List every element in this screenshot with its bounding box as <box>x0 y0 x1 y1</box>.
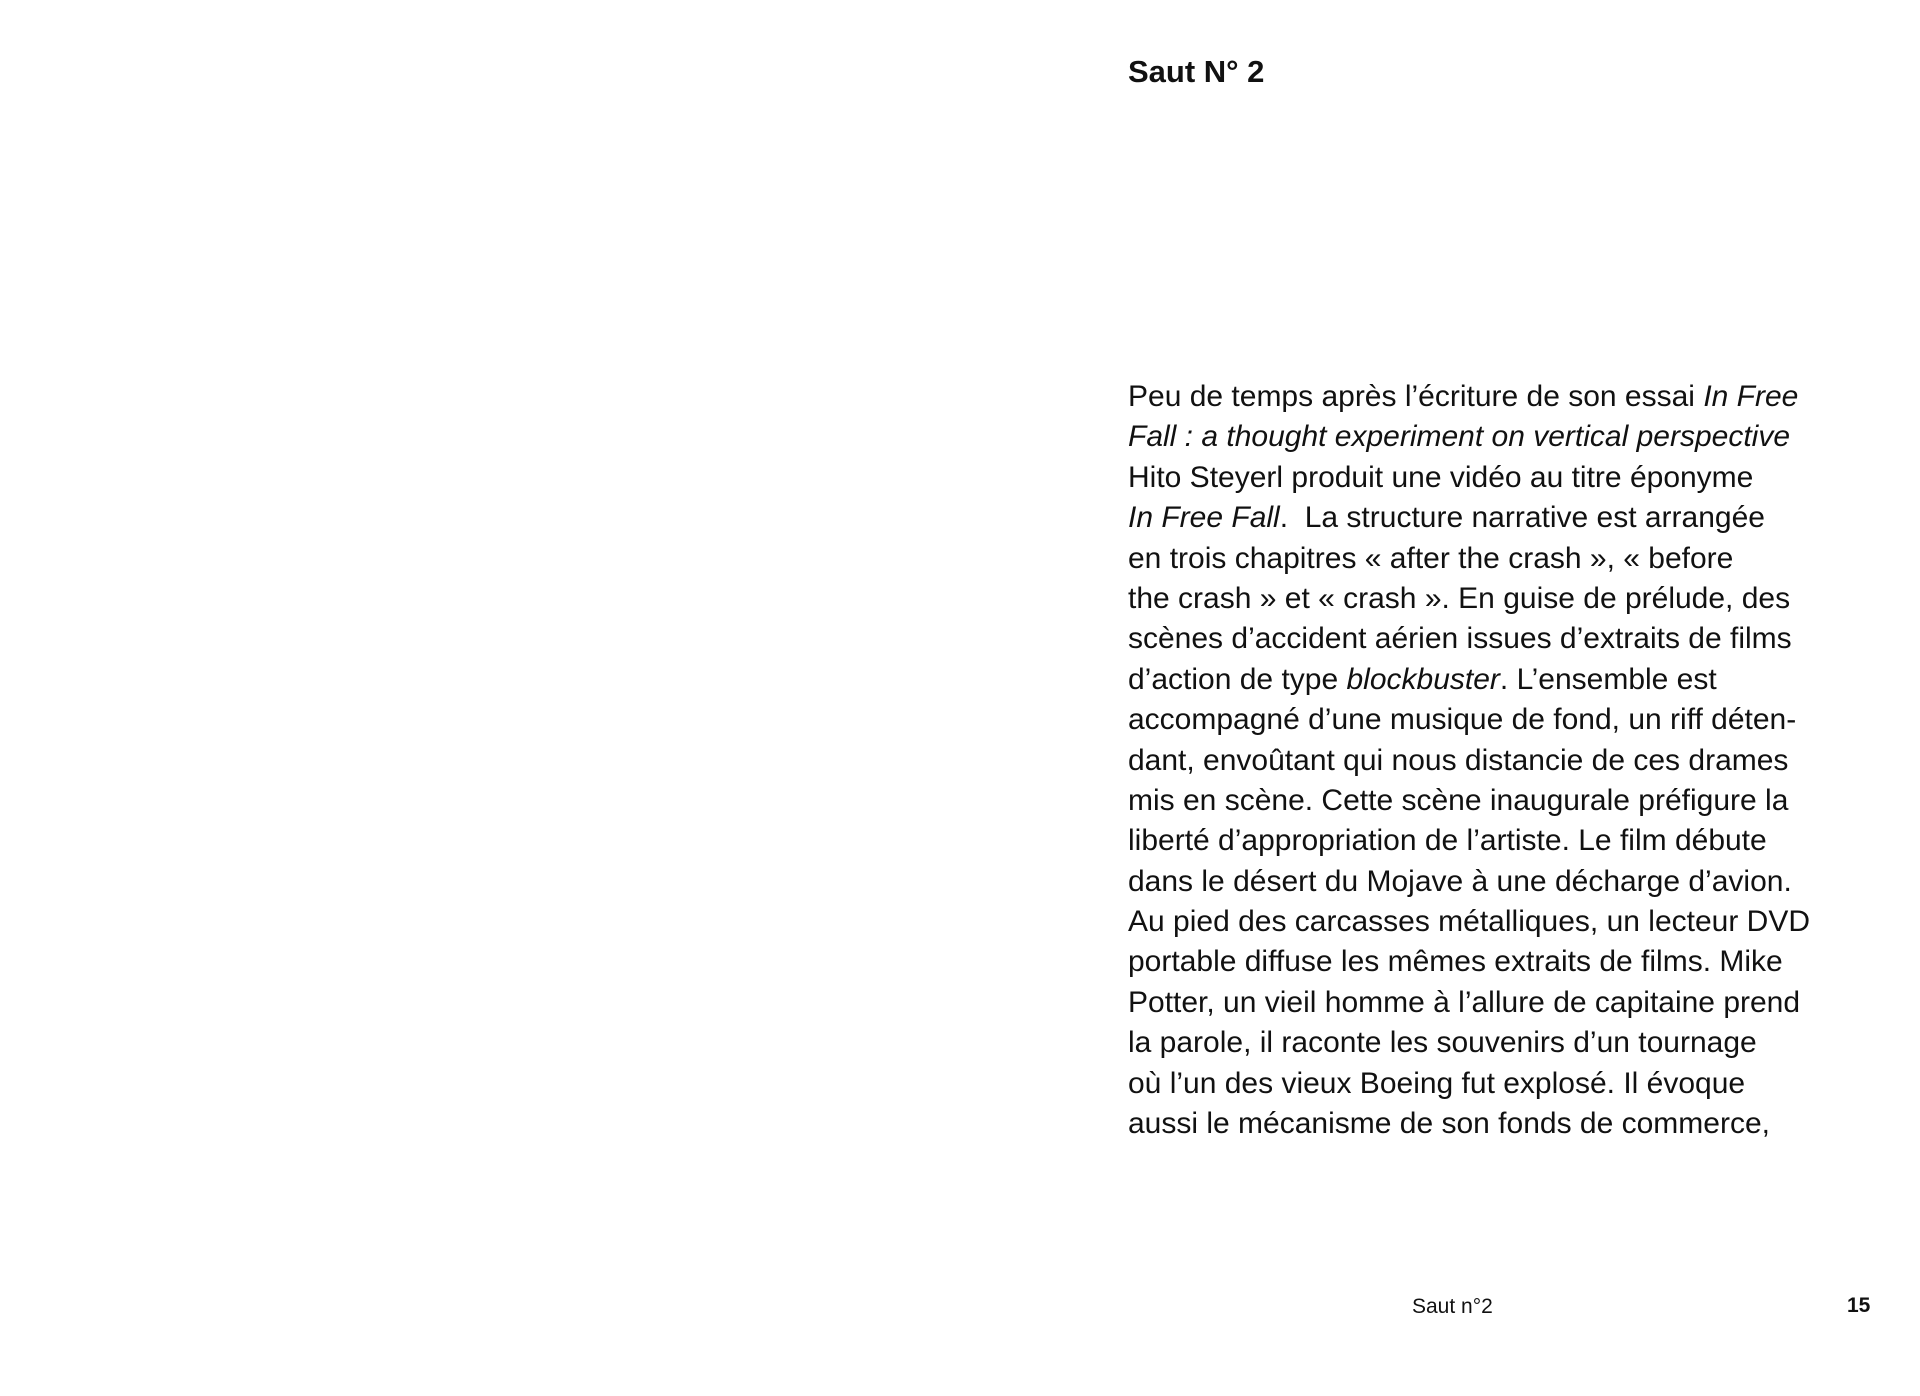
text-line <box>1128 821 1898 861</box>
italic-title-text: In Free Fall <box>1128 501 1280 535</box>
text-line <box>1128 619 1898 659</box>
text-segment: en trois chapitres « after the crash », « before <box>1128 541 1734 575</box>
body-paragraph <box>1128 377 1898 1144</box>
text-segment: la parole, il raconte les souvenirs d’un tournage <box>1128 1026 1757 1060</box>
text-line <box>1128 700 1898 740</box>
text-line <box>1128 1104 1898 1144</box>
text-line <box>1128 579 1898 619</box>
text-segment: où l’un des vieux Boeing fut explosé. Il évoque <box>1128 1066 1746 1100</box>
text-segment: . L’ensemble est <box>1499 662 1717 696</box>
text-line <box>1128 862 1898 902</box>
text-segment: Hito Steyerl produit une vidéo au titre éponyme <box>1128 460 1754 494</box>
text-line <box>1128 539 1898 579</box>
chapter-title: Saut N° 2 <box>1128 54 1265 89</box>
text-segment: mis en scène. Cette scène inaugurale préfigure la <box>1128 783 1789 817</box>
right-page <box>960 0 1920 1396</box>
text-segment: Potter, un vieil homme à l’allure de capitaine prend <box>1128 985 1801 1019</box>
text-line <box>1128 942 1898 982</box>
text-line <box>1128 498 1898 538</box>
text-segment: Peu de temps après l’écriture de son essai <box>1128 380 1704 413</box>
text-segment: dans le désert du Mojave à une décharge d’avion. <box>1128 864 1792 898</box>
text-segment: aussi le mécanisme de son fonds de commerce, <box>1128 1107 1770 1141</box>
text-segment: Au pied des carcasses métalliques, un lecteur DVD <box>1128 905 1811 939</box>
text-segment: scènes d’accident aérien issues d’extraits de films <box>1128 622 1792 656</box>
text-segment: dant, envoûtant qui nous distancie de ces drames <box>1128 743 1789 777</box>
text-segment: portable diffuse les mêmes extraits de films. Mike <box>1128 945 1783 979</box>
text-line <box>1128 983 1898 1023</box>
text-line <box>1128 741 1898 781</box>
italic-title-text: blockbuster <box>1346 662 1500 696</box>
italic-title-text: Fall : a thought experiment on vertical perspective <box>1128 420 1791 454</box>
text-segment: liberté d’appropriation de l’artiste. Le film débute <box>1128 824 1767 858</box>
page-number: 15 <box>1847 1294 1871 1317</box>
text-line <box>1128 781 1898 821</box>
text-segment: d’action de type <box>1128 662 1347 696</box>
text-line <box>1128 417 1898 457</box>
running-title: Saut n°2 <box>1412 1295 1493 1318</box>
italic-title-text: In Free <box>1703 380 1799 413</box>
text-line <box>1128 458 1898 498</box>
text-segment: accompagné d’une musique de fond, un riff déten- <box>1128 703 1797 737</box>
text-line <box>1128 1064 1898 1104</box>
text-line <box>1128 660 1898 700</box>
text-segment: . La structure narrative est arrangée <box>1279 501 1765 535</box>
text-line <box>1128 902 1898 942</box>
text-line <box>1128 1023 1898 1063</box>
text-segment: the crash » et « crash ». En guise de prélude, des <box>1128 581 1791 615</box>
text-line <box>1128 377 1898 417</box>
